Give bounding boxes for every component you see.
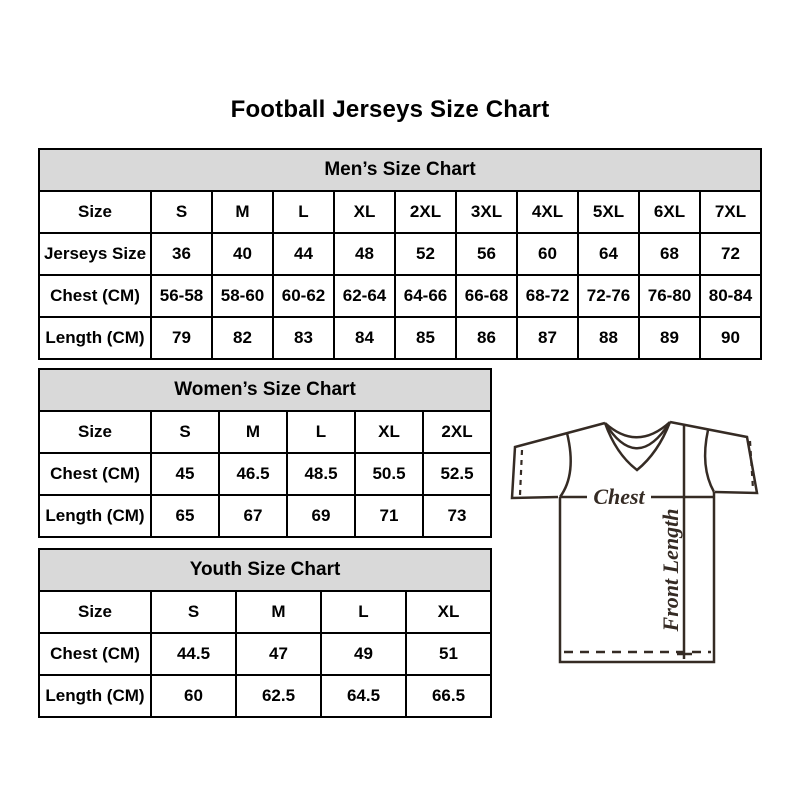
size-value-cell: 82	[212, 317, 273, 359]
chest-measure-label: Chest	[593, 484, 645, 509]
size-value-cell: 60	[517, 233, 578, 275]
size-value-cell: 4XL	[517, 191, 578, 233]
jersey-illustration	[503, 402, 763, 668]
size-value-cell: 2XL	[423, 411, 491, 453]
size-value-cell: 56	[456, 233, 517, 275]
size-value-cell: 79	[151, 317, 212, 359]
table-row	[39, 275, 761, 317]
size-value-cell: 84	[334, 317, 395, 359]
size-value-cell: 72-76	[578, 275, 639, 317]
size-value-cell: 73	[423, 495, 491, 537]
size-value-cell: 83	[273, 317, 334, 359]
size-value-cell: XL	[355, 411, 423, 453]
table-title: Women’s Size Chart	[39, 369, 491, 411]
size-value-cell: XL	[334, 191, 395, 233]
size-value-cell: M	[219, 411, 287, 453]
size-value-cell: 45	[151, 453, 219, 495]
row-label: Size	[39, 591, 151, 633]
size-value-cell: 58-60	[212, 275, 273, 317]
size-value-cell: 86	[456, 317, 517, 359]
size-value-cell: 90	[700, 317, 761, 359]
row-label: Chest (CM)	[39, 453, 151, 495]
table-row	[39, 675, 491, 717]
mens-size-table	[38, 148, 762, 360]
table-row	[39, 453, 491, 495]
page-title: Football Jerseys Size Chart	[230, 96, 550, 123]
table-title: Men’s Size Chart	[39, 149, 761, 191]
size-value-cell: 48.5	[287, 453, 355, 495]
row-label: Chest (CM)	[39, 275, 151, 317]
size-value-cell: 64-66	[395, 275, 456, 317]
table-row	[39, 591, 491, 633]
size-value-cell: 51	[406, 633, 491, 675]
size-value-cell: 50.5	[355, 453, 423, 495]
row-label: Size	[39, 191, 151, 233]
size-value-cell: 60	[151, 675, 236, 717]
size-value-cell: 3XL	[456, 191, 517, 233]
youth-size-table	[38, 548, 492, 718]
womens-size-table	[38, 368, 492, 538]
table-header-row	[39, 149, 761, 191]
table-row	[39, 633, 491, 675]
size-value-cell: 71	[355, 495, 423, 537]
size-value-cell: 80-84	[700, 275, 761, 317]
size-value-cell: S	[151, 591, 236, 633]
left-cuff-dashed-line	[520, 450, 522, 495]
size-value-cell: 66.5	[406, 675, 491, 717]
size-value-cell: 46.5	[219, 453, 287, 495]
size-value-cell: 48	[334, 233, 395, 275]
size-value-cell: 62.5	[236, 675, 321, 717]
size-value-cell: 44.5	[151, 633, 236, 675]
size-value-cell: 6XL	[639, 191, 700, 233]
size-value-cell: 62-64	[334, 275, 395, 317]
size-value-cell: XL	[406, 591, 491, 633]
size-value-cell: 72	[700, 233, 761, 275]
size-value-cell: 49	[321, 633, 406, 675]
size-value-cell: 56-58	[151, 275, 212, 317]
size-value-cell: 76-80	[639, 275, 700, 317]
table-title: Youth Size Chart	[39, 549, 491, 591]
size-value-cell: M	[236, 591, 321, 633]
size-value-cell: 87	[517, 317, 578, 359]
size-value-cell: L	[273, 191, 334, 233]
size-value-cell: 68	[639, 233, 700, 275]
body-outline	[560, 492, 714, 662]
size-value-cell: 88	[578, 317, 639, 359]
row-label: Size	[39, 411, 151, 453]
table-row	[39, 495, 491, 537]
size-value-cell: L	[321, 591, 406, 633]
size-value-cell: 64	[578, 233, 639, 275]
table-row	[39, 233, 761, 275]
size-value-cell: 64.5	[321, 675, 406, 717]
size-value-cell: 67	[219, 495, 287, 537]
jersey-measurement-diagram	[503, 402, 763, 668]
front-length-measure-label: Front Length	[658, 508, 683, 632]
right-armhole-seam	[705, 430, 714, 492]
table-header-row	[39, 549, 491, 591]
size-value-cell: 66-68	[456, 275, 517, 317]
table-header-row	[39, 369, 491, 411]
size-value-cell: 2XL	[395, 191, 456, 233]
table-row	[39, 411, 491, 453]
size-value-cell: 60-62	[273, 275, 334, 317]
size-value-cell: S	[151, 191, 212, 233]
size-value-cell: 7XL	[700, 191, 761, 233]
row-label: Jerseys Size	[39, 233, 151, 275]
size-value-cell: S	[151, 411, 219, 453]
size-value-cell: 89	[639, 317, 700, 359]
table-row	[39, 191, 761, 233]
row-label: Length (CM)	[39, 495, 151, 537]
size-value-cell: 52.5	[423, 453, 491, 495]
left-armhole-seam	[560, 433, 571, 497]
right-cuff-dashed-line	[750, 441, 753, 489]
size-value-cell: 44	[273, 233, 334, 275]
size-value-cell: 68-72	[517, 275, 578, 317]
size-value-cell: 36	[151, 233, 212, 275]
row-label: Length (CM)	[39, 675, 151, 717]
row-label: Chest (CM)	[39, 633, 151, 675]
size-value-cell: 47	[236, 633, 321, 675]
size-value-cell: 85	[395, 317, 456, 359]
size-value-cell: 52	[395, 233, 456, 275]
row-label: Length (CM)	[39, 317, 151, 359]
size-value-cell: M	[212, 191, 273, 233]
size-value-cell: 5XL	[578, 191, 639, 233]
size-value-cell: L	[287, 411, 355, 453]
size-value-cell: 40	[212, 233, 273, 275]
size-value-cell: 65	[151, 495, 219, 537]
size-value-cell: 69	[287, 495, 355, 537]
table-row	[39, 317, 761, 359]
